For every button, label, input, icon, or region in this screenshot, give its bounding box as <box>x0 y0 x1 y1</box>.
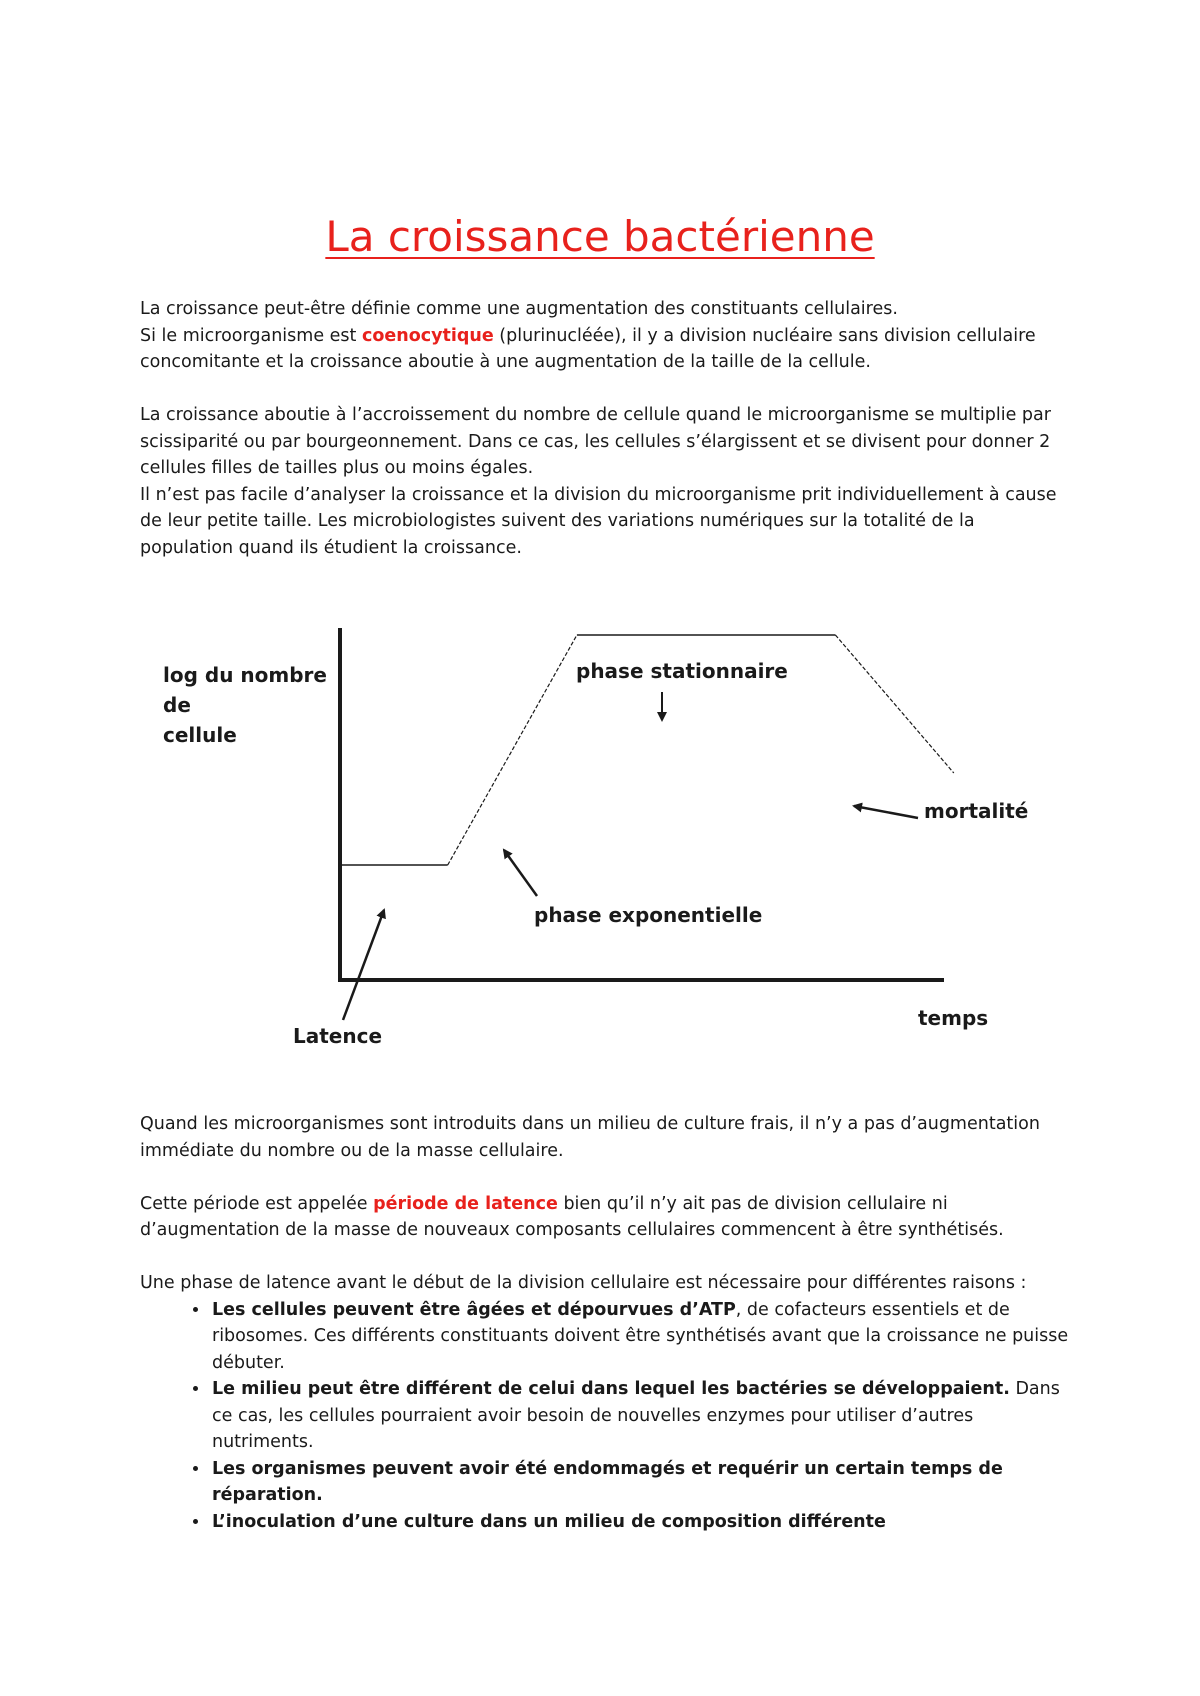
intro-section <box>140 296 1070 376</box>
lag-def-end: bien qu’il n’y ait pas de division cellulaire ni d’augmentation de la masse de nouveaux composants cellulaires commencent à être synthétisés. <box>140 1193 1004 1240</box>
lag-phase-label: Latence <box>293 1024 383 1048</box>
lag-intro-paragraph: Quand les microorganismes sont introduits dans un milieu de culture frais, il n’y a pas d’augmentation immédiate du nombre ou de la masse cellulaire. <box>140 1114 1040 1161</box>
list-item-text: Dans ce cas, les cellules pourraient avoir besoin de nouvelles enzymes pour utiliser d’autres nutriments. <box>212 1379 1060 1452</box>
intro-section-2 <box>140 402 1070 561</box>
list-item <box>210 1509 1070 1536</box>
list-item-bold: Les cellules peuvent être âgées et dépourvues d’ATP <box>212 1299 736 1320</box>
y-axis-label-line-1: log du nombre <box>163 663 327 687</box>
list-item-bold: L’inoculation d’une culture dans un milieu de composition différente <box>212 1511 886 1532</box>
list-item-text: , de cofacteurs essentiels et de ribosomes. Ces différents constituants doivent être synthétisés avant que la croissance ne puisse débuter. <box>212 1299 1069 1373</box>
list-item <box>210 1297 1070 1377</box>
reasons-list <box>140 1297 1070 1536</box>
list-item <box>210 1376 1070 1456</box>
curve-segment-exponential <box>448 635 577 865</box>
exponential-phase-label: phase exponentielle <box>534 903 763 927</box>
intro-paragraph-1: La croissance peut-être définie comme une augmentation des constituants cellulaires. <box>140 299 898 319</box>
x-axis-label: temps <box>918 1006 989 1030</box>
list-item <box>210 1456 1070 1509</box>
periode-latence-highlight: période de latence <box>373 1193 558 1214</box>
growth-curve-chart <box>0 600 1200 1070</box>
death-phase-label: mortalité <box>924 799 1029 823</box>
y-axis-label-line-3: cellule <box>163 723 237 747</box>
lag-phase-arrow <box>343 910 384 1020</box>
death-phase-arrow <box>854 806 918 818</box>
list-item-bold: Les organismes peuvent avoir été endommagés et requérir un certain temps de réparation. <box>212 1458 1003 1505</box>
intro-paragraph-2 <box>140 323 1070 376</box>
reasons-intro-paragraph: Une phase de latence avant le début de la division cellulaire est nécessaire pour différentes raisons : <box>140 1273 1027 1293</box>
y-axis-label-line-2: de <box>163 693 191 717</box>
stationary-phase-label: phase stationnaire <box>576 659 788 683</box>
intro-p2-start: Si le microorganisme est <box>140 325 362 346</box>
lag-definition-paragraph <box>140 1191 1070 1244</box>
curve-segment-death <box>835 635 953 773</box>
coenocytique-highlight: coenocytique <box>361 325 494 346</box>
lag-def-start: Cette période est appelée <box>140 1193 374 1214</box>
intro-paragraph-4: Il n’est pas facile d’analyser la croissance et la division du microorganisme prit individuellement à cause de leur petite taille. Les microbiologistes suivent des variations numériques sur la totalité de la population quand ils étudient la croissance. <box>140 484 1057 558</box>
list-item-bold: Le milieu peut être différent de celui dans lequel les bactéries se développaient. <box>212 1379 1010 1399</box>
page-title: La croissance bactérienne <box>325 212 875 261</box>
intro-paragraph-3: La croissance aboutie à l’accroissement du nombre de cellule quand le microorganisme se multiplie par scissiparité ou par bourgeonnement. Dans ce cas, les cellules s’élargissent et se divisent pour donner 2 cellules filles de tailles plus ou moins égales. <box>140 405 1051 478</box>
intro-p2-end: (plurinucléée), il y a division nucléaire sans division cellulaire concomitante et la croissance aboutie à une augmentation de la taille de la cellule. <box>140 325 1036 372</box>
exponential-phase-arrow <box>504 850 537 896</box>
after-section <box>140 1111 1070 1535</box>
